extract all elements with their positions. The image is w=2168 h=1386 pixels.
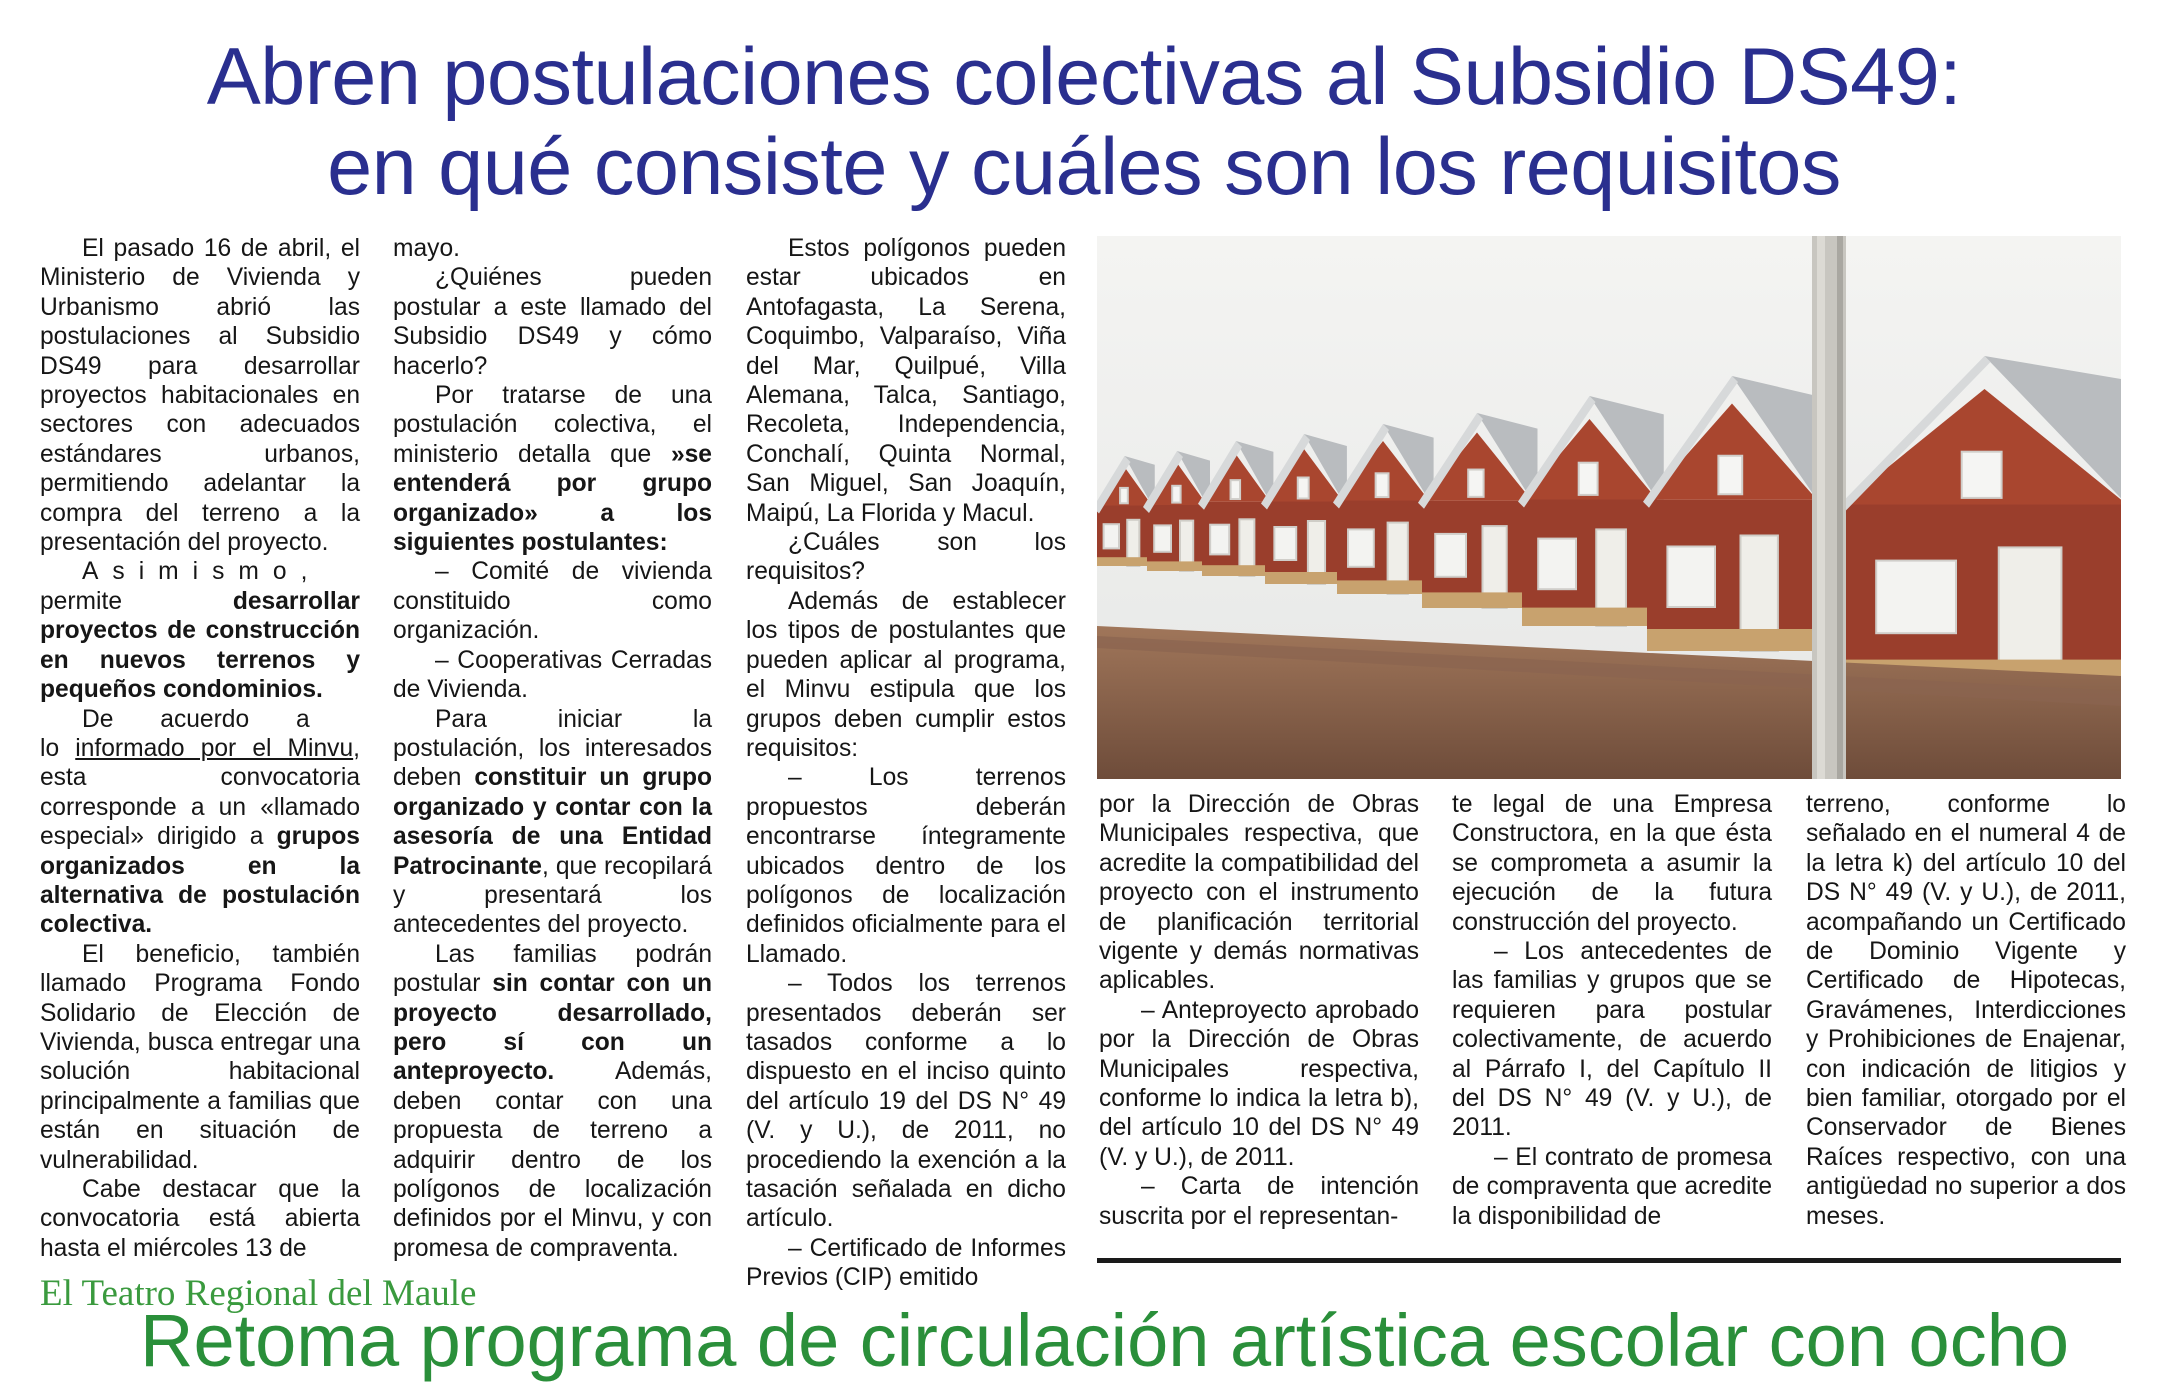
text-span: , esta convocatoria corresponde a un «llamado especial» dirigido a: [40, 734, 360, 851]
paragraph: [40, 557, 360, 704]
paragraph: Estos polígonos pueden estar ubicados en Antofagasta, La Serena, Coquimbo, Valparaíso, Viña del Mar, Quilpué, Villa Alemana, Talca, Santiago, Recoleta, Independencia, Conchalí, Quinta Normal, San Miguel, San Joaquín, Maipú, La Florida y Macul.: [746, 235, 1066, 527]
article-column-1: [40, 234, 360, 1263]
text-span: lo: [40, 734, 60, 762]
paragraph: [393, 705, 712, 940]
paragraph: El beneficio, también llamado Programa Fondo Solidario de Elección de Vivienda, busca entregar una solución habitacional principalmente a familias que están en situación de vulnerabilidad.: [40, 940, 360, 1174]
paragraph: [393, 940, 712, 1263]
text-span: permite: [40, 587, 123, 615]
article-headline: [30, 32, 2138, 212]
list-item: – Anteproyecto aprobado por la Dirección de Obras Municipales respectiva, conforme lo indica la letra b), del artículo 10 del DS N° 49 (V. y U.), de 2011.: [1099, 996, 1419, 1171]
paragraph: mayo.: [393, 235, 460, 262]
bold-text: »se entenderá por grupo organizado» a los siguientes postulantes:: [393, 440, 712, 557]
paragraph: ¿Quiénes pueden postular a este llamado del Subsidio DS49 y cómo hacerlo?: [393, 264, 712, 380]
list-item: – Certificado de Informes Previos (CIP) emitido: [746, 1234, 1066, 1292]
section-divider: [1097, 1258, 2121, 1263]
article-column-2: [393, 234, 712, 1263]
text-span: , que recopilará y presentará los antecedentes del proyecto.: [393, 852, 712, 939]
article-column-5: [1452, 790, 1772, 1231]
list-item: – El contrato de promesa de compraventa que acredite la disponibilidad de: [1452, 1143, 1772, 1230]
text-span: Las familias podrán postular: [393, 940, 712, 998]
bold-text: grupos organizados en la alternativa de postulación colectiva.: [40, 823, 360, 939]
paragraph: [40, 705, 360, 940]
article-column-4: [1099, 790, 1419, 1231]
bold-text: constituir un grupo organizado y contar con la asesoría de una Entidad Patrocinante: [393, 764, 712, 880]
paragraph: te legal de una Empresa Constructora, en la que ésta se comprometa a asumir la ejecución de la futura construcción del proyecto.: [1452, 791, 1772, 936]
house-row-icon: [1097, 236, 2121, 779]
paragraph: Cabe destacar que la convocatoria está abierta hasta el miércoles 13 de: [40, 1176, 360, 1262]
headline-line-2: en qué consiste y cuáles son los requisitos: [327, 122, 1841, 212]
article-column-6: [1806, 790, 2126, 1231]
paragraph: [393, 381, 712, 557]
text-span: Por tratarse de una postulación colectiva, el ministerio detalla que: [393, 382, 712, 468]
paragraph: terreno, conforme lo señalado en el numeral 4 de la letra k) del artículo 10 del DS N° 49 (V. y U.), de 2011, acompañando un Certificado de Dominio Vigente y Certificado de Hipotecas, Gravámenes, Interdicciones y Prohibiciones de Enajenar, con indicación de litigios y bien familiar, otorgado por el Conservador de Bienes Raíces respectivo, con una antigüedad no superior a dos meses.: [1806, 791, 2126, 1230]
minvu-link[interactable]: informado por el Minvu: [75, 734, 354, 762]
subheading-question: ¿Cuáles son los requisitos?: [746, 529, 1066, 586]
paragraph: El pasado 16 de abril, el Ministerio de Vivienda y Urbanismo abrió las postulaciones al Subsidio DS49 para desarrollar proyectos habitacionales en sectores con adecuados estándares urbanos, permitiendo adelantar la compra del terreno a la presentación del proyecto.: [40, 235, 360, 557]
next-article-headline: Retoma programa de circulación artística escolar con ocho: [140, 1299, 2070, 1382]
list-item: – Todos los terrenos presentados deberán ser tasados conforme a lo dispuesto en el inciso quinto del artículo 19 del DS N° 49 (V. y U.), de 2011, no procediendo la exención a la tasación señalada en dicho artículo.: [746, 970, 1066, 1233]
article-column-3: [746, 234, 1066, 1293]
list-item: – Los terrenos propuestos deberán encontrarse íntegramente ubicados dentro de los polígonos de localización definidos oficialmente para el Llamado.: [746, 764, 1066, 968]
bold-text: desarrollar proyectos de construcción en nuevos terrenos y pequeños condominios.: [40, 587, 360, 704]
list-item: – Comité de vivienda constituido como organización.: [393, 558, 712, 645]
bold-text: sin contar con un proyecto desarrollado, pero sí con un anteproyecto.: [393, 970, 712, 1086]
house-row-photo: [1097, 236, 2121, 779]
text-span: Además, deben contar con una propuesta de terreno a adquirir dentro de los polígonos de localización definidos por el Minvu, y con promesa de compraventa.: [393, 1058, 712, 1262]
list-item: – Carta de intención suscrita por el representan-: [1099, 1173, 1419, 1230]
next-article-kicker: El Teatro Regional del Maule: [40, 1273, 477, 1314]
text-span: Para iniciar la postulación, los interesados deben: [393, 705, 712, 792]
text-span: De acuerdo a: [82, 705, 310, 733]
paragraph: por la Dirección de Obras Municipales respectiva, que acredite la compatibilidad del proyecto con el instrumento de planificación territorial vigente y demás normativas aplicables.: [1099, 791, 1419, 995]
headline-line-1: Abren postulaciones colectivas al Subsidio DS49:: [206, 32, 1962, 122]
text-span: Asimismo,: [82, 558, 322, 586]
list-item: – Los antecedentes de las familias y grupos que se requieren para postular colectivamente, de acuerdo al Párrafo I, del Capítulo II del DS N° 49 (V. y U.), de 2011.: [1452, 938, 1772, 1142]
paragraph: Además de establecer los tipos de postulantes que pueden aplicar al programa, el Minvu estipula que los grupos deben cumplir estos requisitos:: [746, 587, 1066, 762]
list-item: – Cooperativas Cerradas de Vivienda.: [393, 646, 712, 704]
